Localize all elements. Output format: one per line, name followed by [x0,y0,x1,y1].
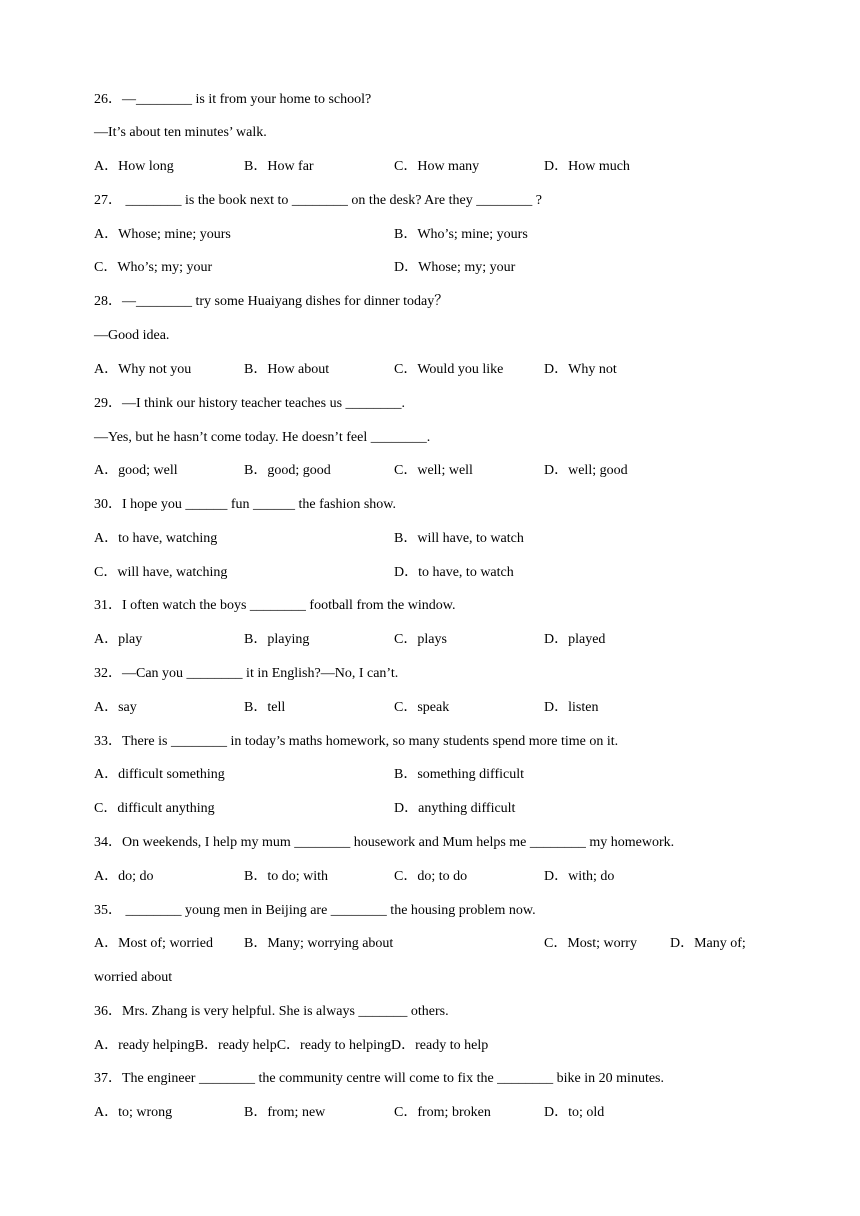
question-34-stem: 34．On weekends, I help my mum ________ housework and Mum helps me ________ my homework. [94,835,675,850]
question-30-option-a: A．to have, watching [94,531,218,546]
question-33-option-c: C．difficult anything [94,801,215,816]
question-35-option-c: C．Most; worry [544,936,637,951]
question-29-option-a: A．good; well [94,463,178,478]
question-26-option-d: D．How much [544,159,630,174]
question-34-option-a: A．do; do [94,869,154,884]
question-35-option-a: A．Most of; worried [94,936,213,951]
question-28-option-a: A．Why not you [94,362,192,377]
question-32-stem: 32．—Can you ________ it in English?—No, I can’t. [94,666,399,681]
question-36-stem: 36．Mrs. Zhang is very helpful. She is always _______ others. [94,1004,449,1019]
question-31-stem: 31．I often watch the boys ________ football from the window. [94,598,456,613]
question-35-option-d-wrap: worried about [94,970,173,985]
question-28-option-d: D．Why not [544,362,617,377]
question-35-stem: 35． ________ young men in Beijing are ________ the housing problem now. [94,903,536,918]
question-26-reply: —It’s about ten minutes’ walk. [94,125,267,140]
question-33-stem: 33．There is ________ in today’s maths homework, so many students spend more time on it. [94,734,619,749]
question-35-option-d: D．Many of; [670,936,746,951]
question-28-stem: 28．—________ try some Huaiyang dishes for dinner today？ [94,294,449,309]
question-31-option-c: C．plays [394,632,447,647]
question-32-option-d: D．listen [544,700,599,715]
question-28-reply: —Good idea. [94,328,170,343]
question-37-option-c: C．from; broken [394,1105,491,1120]
question-27-option-c: C．Who’s; my; your [94,260,213,275]
question-27-option-a: A．Whose; mine; yours [94,227,231,242]
question-30-option-d: D．to have, to watch [394,565,514,580]
question-32-option-b: B．tell [244,700,286,715]
question-31-option-d: D．played [544,632,606,647]
question-32-option-a: A．say [94,700,137,715]
question-27-option-d: D．Whose; my; your [394,260,516,275]
question-37-option-b: B．from; new [244,1105,326,1120]
question-27-stem: 27． ________ is the book next to ________ on the desk? Are they ________ ? [94,193,542,208]
question-33-option-a: A．difficult something [94,767,225,782]
question-37-option-a: A．to; wrong [94,1105,173,1120]
question-29-reply: —Yes, but he hasn’t come today. He doesn’t feel ________. [94,430,431,445]
question-33-option-b: B．something difficult [394,767,525,782]
question-32-option-c: C．speak [394,700,450,715]
question-37-stem: 37．The engineer ________ the community centre will come to fix the ________ bike in 20 minutes. [94,1071,664,1086]
question-37-option-d: D．to; old [544,1105,605,1120]
question-31-option-b: B．playing [244,632,310,647]
question-30-option-b: B．will have, to watch [394,531,524,546]
question-26-stem: 26．—________ is it from your home to school? [94,92,372,107]
question-26-option-b: B．How far [244,159,314,174]
question-34-option-d: D．with; do [544,869,615,884]
question-29-option-c: C．well; well [394,463,473,478]
question-28-option-c: C．Would you like [394,362,504,377]
question-29-stem: 29．—I think our history teacher teaches us ________. [94,396,406,411]
question-29-option-b: B．good; good [244,463,331,478]
question-26-option-a: A．How long [94,159,174,174]
question-28-option-b: B．How about [244,362,330,377]
question-34-option-c: C．do; to do [394,869,468,884]
question-30-option-c: C．will have, watching [94,565,228,580]
question-36-options: A．ready helpingB．ready helpC．ready to helpingD．ready to help [94,1038,489,1053]
question-33-option-d: D．anything difficult [394,801,516,816]
question-31-option-a: A．play [94,632,143,647]
question-29-option-d: D．well; good [544,463,628,478]
question-26-option-c: C．How many [394,159,480,174]
question-34-option-b: B．to do; with [244,869,329,884]
question-27-option-b: B．Who’s; mine; yours [394,227,528,242]
question-35-option-b: B．Many; worrying about [244,936,394,951]
question-30-stem: 30．I hope you ______ fun ______ the fashion show. [94,497,397,512]
